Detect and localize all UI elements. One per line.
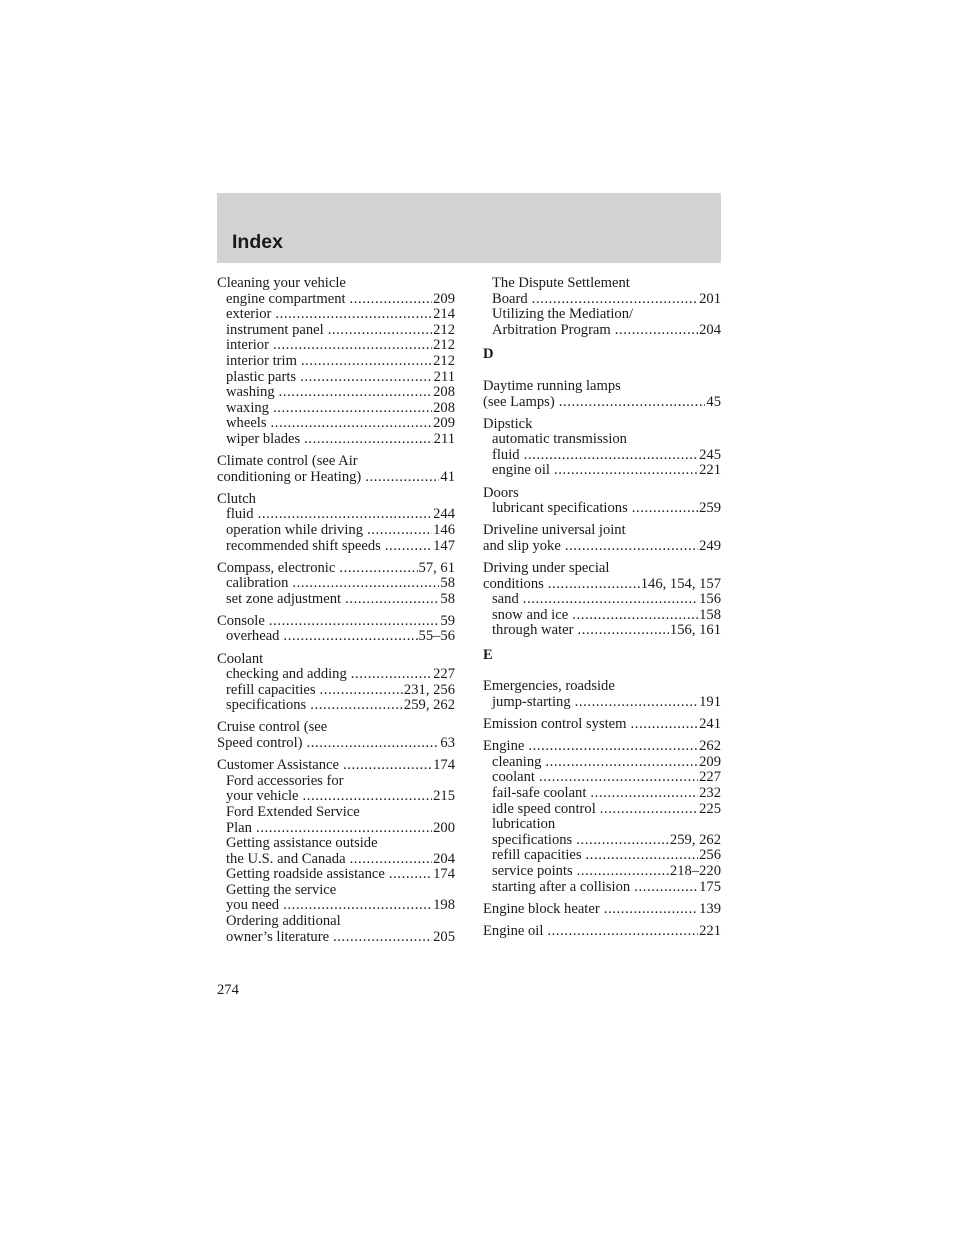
index-page-ref: 232 — [699, 785, 721, 802]
index-subentry-line — [483, 501, 721, 517]
index-entry-line — [483, 523, 721, 539]
index-term: (see Lamps) — [483, 393, 555, 410]
dot-leader — [532, 292, 698, 308]
dot-leader — [539, 770, 698, 786]
index-subentry-line — [217, 930, 455, 946]
index-term: Ford Extended Service — [226, 803, 360, 820]
index-page-ref: 201 — [699, 290, 721, 307]
index-page-ref: 156 — [699, 591, 721, 608]
index-term: lubrication — [492, 816, 556, 833]
index-entry — [217, 720, 455, 751]
index-term: overhead — [226, 628, 280, 645]
index-page-ref: 214 — [433, 306, 455, 323]
dot-leader — [273, 338, 432, 354]
index-entry-line — [483, 486, 721, 502]
index-subentry-line — [483, 432, 721, 448]
index-entry-line — [483, 395, 721, 411]
index-term: Ford accessories for — [226, 772, 344, 789]
index-term: wiper blades — [226, 430, 301, 447]
index-term: refill capacities — [492, 847, 582, 864]
dot-leader — [385, 539, 432, 555]
index-subentry-line — [217, 307, 455, 323]
index-term: idle speed control — [492, 800, 596, 817]
index-entry — [483, 417, 721, 479]
dot-leader — [258, 507, 433, 523]
index-column-right — [483, 276, 721, 939]
dot-leader — [572, 608, 698, 624]
dot-leader — [339, 561, 417, 577]
index-page-ref: 147 — [433, 537, 455, 554]
index-term: lubricant specifications — [492, 500, 628, 517]
index-subentry-line — [217, 416, 455, 432]
dot-leader — [559, 395, 706, 411]
index-page-ref: 221 — [699, 462, 721, 479]
index-entry-line — [217, 276, 455, 292]
index-term: specifications — [226, 697, 307, 714]
index-entry — [483, 902, 721, 918]
dot-leader — [631, 717, 699, 733]
index-entry-line — [217, 758, 455, 774]
index-term: instrument panel — [226, 321, 324, 338]
dot-leader — [545, 755, 698, 771]
index-entry — [483, 561, 721, 639]
dot-leader — [328, 323, 432, 339]
index-page-ref: 227 — [699, 769, 721, 786]
index-page-ref: 156, 161 — [669, 622, 721, 639]
dot-leader — [528, 739, 698, 755]
page-number: 274 — [217, 982, 239, 998]
index-page-ref: 59 — [440, 612, 455, 629]
index-column-left — [217, 276, 455, 945]
index-page-ref: 175 — [699, 878, 721, 895]
index-term: Emergencies, roadside — [483, 678, 615, 695]
index-entry — [217, 561, 455, 608]
index-term: service points — [492, 863, 573, 879]
dot-leader — [301, 354, 432, 370]
dot-leader — [524, 448, 699, 464]
index-page-ref: 204 — [433, 850, 455, 867]
index-entry-line — [217, 454, 455, 470]
dot-leader — [351, 667, 432, 683]
dot-leader — [554, 463, 698, 479]
index-entry — [217, 614, 455, 645]
index-page-ref: 209 — [699, 753, 721, 770]
index-term: operation while driving — [226, 521, 363, 538]
index-term: cleaning — [492, 753, 542, 770]
index-term: Arbitration Program — [492, 321, 611, 338]
index-term: coolant — [492, 769, 535, 786]
index-term: you need — [226, 897, 280, 914]
index-entry-line — [217, 736, 455, 752]
index-term: Daytime running lamps — [483, 377, 621, 394]
index-term: Utilizing the Mediation/ — [492, 306, 634, 323]
index-term: Speed control) — [217, 735, 303, 752]
index-entry — [217, 454, 455, 485]
index-term: sand — [492, 591, 519, 608]
dot-leader — [275, 307, 432, 323]
index-entry — [483, 679, 721, 710]
index-term: snow and ice — [492, 606, 569, 623]
index-page-ref: 225 — [699, 800, 721, 817]
index-page-ref: 205 — [433, 928, 455, 945]
index-page-ref: 146 — [433, 521, 455, 538]
dot-leader — [577, 864, 669, 880]
index-subentry-line — [483, 848, 721, 864]
index-term: interior trim — [226, 352, 297, 369]
dot-leader — [343, 758, 432, 774]
index-term: the U.S. and Canada — [226, 850, 346, 867]
index-subentry-line — [217, 698, 455, 714]
index-subentry-line — [217, 821, 455, 837]
index-page-ref: 245 — [699, 446, 721, 463]
index-term: Driving under special — [483, 559, 610, 576]
index-page-ref: 244 — [433, 506, 455, 523]
dot-leader — [590, 786, 698, 802]
index-page-ref: 174 — [433, 866, 455, 883]
index-subentry-line — [483, 770, 721, 786]
index-page-ref: 231, 256 — [403, 681, 455, 698]
dot-leader — [320, 683, 403, 699]
index-term: The Dispute Settlement — [492, 275, 630, 291]
index-term: exterior — [226, 306, 272, 323]
index-page-ref: 259, 262 — [669, 831, 721, 848]
dot-leader — [523, 592, 698, 608]
index-subentry-line — [217, 507, 455, 523]
index-page-ref: 218–220 — [669, 863, 721, 879]
index-subentry-line — [483, 608, 721, 624]
index-page-ref: 174 — [433, 757, 455, 774]
dot-leader — [634, 880, 698, 896]
index-subentry-line — [483, 755, 721, 771]
index-page-ref: 241 — [699, 716, 721, 733]
index-page-ref: 208 — [433, 399, 455, 416]
index-entry — [483, 486, 721, 517]
dot-leader — [565, 539, 698, 555]
index-term: Plan — [226, 819, 252, 836]
index-term: calibration — [226, 575, 289, 592]
dot-leader — [345, 592, 439, 608]
dot-leader — [365, 470, 439, 486]
dot-leader — [271, 416, 433, 432]
index-term: Dipstick — [483, 415, 533, 432]
index-entry-line — [483, 902, 721, 918]
index-subentry-line — [217, 836, 455, 852]
index-subentry-line — [483, 833, 721, 849]
dot-leader — [269, 614, 440, 630]
index-entry — [217, 652, 455, 714]
index-entry — [483, 276, 721, 338]
index-term: wheels — [226, 415, 267, 432]
index-subentry-line — [217, 774, 455, 790]
dot-leader — [547, 924, 698, 940]
index-page-ref: 212 — [433, 321, 455, 338]
index-page-ref: 200 — [433, 819, 455, 836]
index-subentry-line — [217, 323, 455, 339]
index-subentry-line — [217, 852, 455, 868]
index-header-bar — [217, 193, 721, 263]
index-page-ref: 55–56 — [418, 628, 455, 645]
index-entry-line — [217, 492, 455, 508]
index-term: Engine block heater — [483, 900, 600, 917]
index-page-ref: 63 — [440, 735, 455, 752]
index-page-ref: 259 — [699, 500, 721, 517]
dot-leader — [303, 789, 433, 805]
index-term: engine compartment — [226, 290, 346, 307]
index-page-ref: 191 — [699, 694, 721, 711]
index-page-ref: 262 — [699, 738, 721, 755]
index-subentry-line — [217, 338, 455, 354]
index-subentry-line — [217, 667, 455, 683]
index-page-ref: 57, 61 — [418, 559, 455, 576]
dot-leader — [350, 292, 433, 308]
index-subentry-line — [483, 802, 721, 818]
index-page-ref: 227 — [433, 666, 455, 683]
index-subentry-line — [483, 864, 721, 880]
index-term: washing — [226, 384, 275, 401]
index-page-ref: 58 — [440, 575, 455, 592]
dot-leader — [333, 930, 432, 946]
index-subentry-line — [217, 370, 455, 386]
dot-leader — [604, 902, 698, 918]
index-section-letter: D — [483, 346, 494, 363]
index-term: fluid — [492, 446, 520, 463]
index-page-ref: 198 — [433, 897, 455, 914]
dot-leader — [304, 432, 432, 448]
index-term: Clutch — [217, 490, 256, 507]
dot-leader — [586, 848, 699, 864]
index-term: Compass, electronic — [217, 559, 336, 576]
dot-leader — [576, 833, 669, 849]
index-page-ref: 209 — [433, 290, 455, 307]
index-term: starting after a collision — [492, 878, 631, 895]
index-term: Board — [492, 290, 528, 307]
index-subentry-line — [217, 883, 455, 899]
index-subentry-line — [483, 880, 721, 896]
index-page-ref: 212 — [433, 352, 455, 369]
index-page-ref: 211 — [433, 430, 455, 447]
index-entry-line — [483, 539, 721, 555]
dot-leader — [389, 867, 432, 883]
dot-leader — [300, 370, 433, 386]
index-entry-line — [217, 470, 455, 486]
page-title: Index — [232, 231, 283, 253]
index-term: interior — [226, 337, 269, 354]
index-subentry-line — [217, 523, 455, 539]
dot-leader — [615, 323, 698, 339]
index-page-ref: 256 — [699, 847, 721, 864]
index-subentry-line — [217, 898, 455, 914]
index-entry-line — [483, 379, 721, 395]
dot-leader — [600, 802, 698, 818]
index-term: plastic parts — [226, 368, 297, 385]
index-entry-line — [483, 739, 721, 755]
index-term: owner’s literature — [226, 928, 330, 945]
index-term: Getting assistance outside — [226, 835, 378, 852]
index-entry — [483, 717, 721, 733]
index-subentry-line — [217, 539, 455, 555]
index-term: automatic transmission — [492, 431, 627, 448]
index-subentry-line — [483, 695, 721, 711]
index-term: set zone adjustment — [226, 590, 342, 607]
index-term: your vehicle — [226, 788, 299, 805]
index-entry-line — [217, 614, 455, 630]
dot-leader — [350, 852, 433, 868]
index-page-ref: 221 — [699, 922, 721, 939]
dot-leader — [310, 698, 403, 714]
index-term: Cleaning your vehicle — [217, 275, 346, 291]
dot-leader — [548, 577, 640, 593]
index-subentry-line — [483, 786, 721, 802]
index-page-ref: 204 — [699, 321, 721, 338]
index-subentry-line — [217, 683, 455, 699]
index-entry-line — [483, 417, 721, 433]
index-page-ref: 158 — [699, 606, 721, 623]
dot-leader — [279, 385, 432, 401]
dot-leader — [577, 623, 668, 639]
index-entry-line — [483, 577, 721, 593]
index-subentry-line — [217, 385, 455, 401]
index-page-ref: 211 — [433, 368, 455, 385]
index-term: jump-starting — [492, 694, 571, 711]
index-subentry-line — [483, 307, 721, 323]
index-term: Getting roadside assistance — [226, 866, 385, 883]
index-entry-line — [483, 561, 721, 577]
index-term: checking and adding — [226, 666, 347, 683]
dot-leader — [283, 898, 432, 914]
index-page-ref: 212 — [433, 337, 455, 354]
index-term: Customer Assistance — [217, 757, 340, 774]
index-term: Console — [217, 612, 265, 629]
index-subentry-line — [483, 817, 721, 833]
index-page-ref: 208 — [433, 384, 455, 401]
index-entry — [483, 924, 721, 940]
index-page-ref: 45 — [706, 393, 721, 410]
dot-leader — [367, 523, 432, 539]
dot-leader — [273, 401, 432, 417]
dot-leader — [632, 501, 698, 517]
index-term: Climate control (see Air — [217, 453, 358, 470]
index-term: engine oil — [492, 462, 550, 479]
index-subentry-line — [483, 623, 721, 639]
index-subentry-line — [217, 401, 455, 417]
dot-leader — [283, 629, 417, 645]
index-subentry-line — [217, 576, 455, 592]
index-subentry-line — [483, 292, 721, 308]
index-term: Driveline universal joint — [483, 522, 626, 539]
index-page-ref: 58 — [440, 590, 455, 607]
index-entry-line — [483, 924, 721, 940]
index-subentry-line — [483, 592, 721, 608]
dot-leader — [575, 695, 698, 711]
index-term: Engine — [483, 738, 525, 755]
index-term: recommended shift speeds — [226, 537, 381, 554]
index-term: specifications — [492, 831, 573, 848]
index-entry — [217, 492, 455, 554]
index-term: Emission control system — [483, 716, 627, 733]
index-entry — [217, 758, 455, 945]
index-page-ref: 249 — [699, 537, 721, 554]
index-entry — [217, 276, 455, 448]
index-term: conditions — [483, 575, 544, 592]
index-subentry-line — [217, 592, 455, 608]
index-term: refill capacities — [226, 681, 316, 698]
index-entry-line — [217, 720, 455, 736]
index-subentry-line — [483, 448, 721, 464]
index-term: Coolant — [217, 650, 264, 667]
index-term: through water — [492, 622, 574, 639]
index-term: Cruise control (see — [217, 719, 328, 736]
index-term: and slip yoke — [483, 537, 561, 554]
index-subentry-line — [217, 432, 455, 448]
index-subentry-line — [217, 867, 455, 883]
index-page-ref: 209 — [433, 415, 455, 432]
index-subentry-line — [217, 292, 455, 308]
index-term: waxing — [226, 399, 269, 416]
index-entry-line — [217, 561, 455, 577]
index-page-ref: 139 — [699, 900, 721, 917]
dot-leader — [292, 576, 439, 592]
index-subentry-line — [483, 276, 721, 292]
index-term: Getting the service — [226, 881, 337, 898]
index-entry-line — [217, 652, 455, 668]
index-page-ref: 41 — [440, 468, 455, 485]
index-entry-line — [483, 717, 721, 733]
index-subentry-line — [483, 463, 721, 479]
index-entry — [483, 739, 721, 895]
dot-leader — [307, 736, 440, 752]
index-term: conditioning or Heating) — [217, 468, 362, 485]
index-subentry-line — [217, 914, 455, 930]
index-term: fluid — [226, 506, 254, 523]
index-subentry-line — [483, 323, 721, 339]
index-entry — [483, 523, 721, 554]
index-subentry-line — [217, 629, 455, 645]
index-subentry-line — [217, 789, 455, 805]
index-subentry-line — [217, 354, 455, 370]
index-term: Doors — [483, 484, 519, 501]
index-entry-line — [483, 679, 721, 695]
index-term: Ordering additional — [226, 913, 341, 930]
index-page-ref: 146, 154, 157 — [640, 575, 721, 592]
index-subentry-line — [217, 805, 455, 821]
index-term: Engine oil — [483, 922, 544, 939]
dot-leader — [256, 821, 432, 837]
index-entry — [483, 379, 721, 410]
index-page-ref: 259, 262 — [403, 697, 455, 714]
index-term: fail-safe coolant — [492, 785, 587, 802]
index-page-ref: 215 — [433, 788, 455, 805]
index-section-letter: E — [483, 646, 493, 663]
